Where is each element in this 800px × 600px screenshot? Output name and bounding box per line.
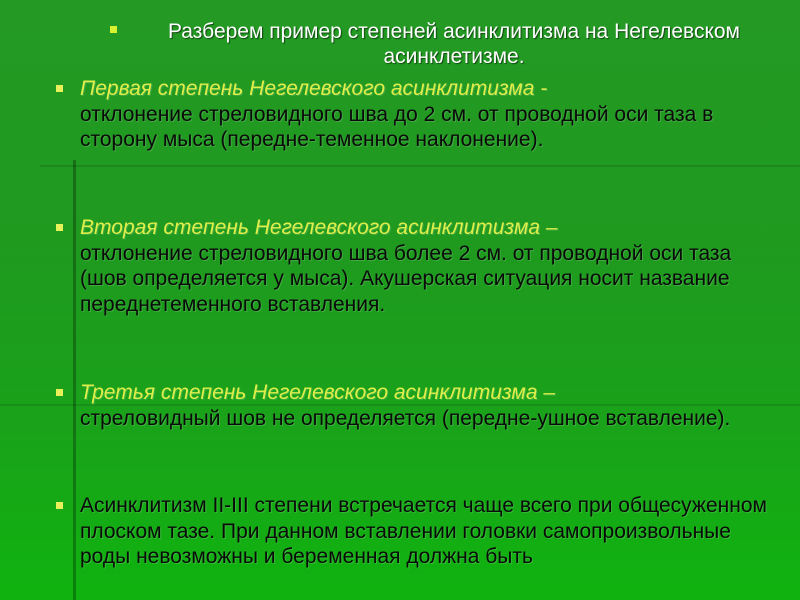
decorative-horizontal-line	[40, 165, 800, 167]
title-text: Разберем пример степеней асинклитизма на Негелевском асинклетизме.	[168, 20, 740, 68]
item-term: Первая степень Негелевского асинклитизма -	[80, 77, 548, 100]
item-term: Третья степень Негелевского асинклитизма –	[80, 381, 556, 404]
bullet-item	[56, 380, 776, 431]
item-text: отклонение стреловидного шва до 2 см. от проводной оси таза в сторону мыса (передне-теменное наклонение).	[80, 102, 714, 151]
bullet-item	[56, 76, 776, 153]
bullet-item	[56, 493, 776, 570]
bullet-icon	[110, 26, 117, 33]
bullet-icon	[56, 502, 63, 509]
bullet-icon	[56, 389, 63, 396]
slide-title	[110, 19, 770, 69]
item-term: Вторая степень Негелевского асинклитизма –	[80, 216, 558, 239]
item-text: Асинклитизм II-III степени встречается чаще всего при общесуженном плоском тазе. При данном вставлении головки самопроизвольные роды невозможны и беременная должна быть	[80, 494, 767, 568]
bullet-icon	[56, 224, 63, 231]
item-text: отклонение стреловидного шва более 2 см. от проводной оси таза (шов определяется у мыса). Акушерская ситуация носит название переднетеменного вставления.	[80, 241, 732, 316]
item-text: стреловидный шов не определяется (передне-ушное вставление).	[80, 406, 731, 430]
bullet-item	[56, 215, 776, 317]
bullet-icon	[56, 85, 63, 92]
